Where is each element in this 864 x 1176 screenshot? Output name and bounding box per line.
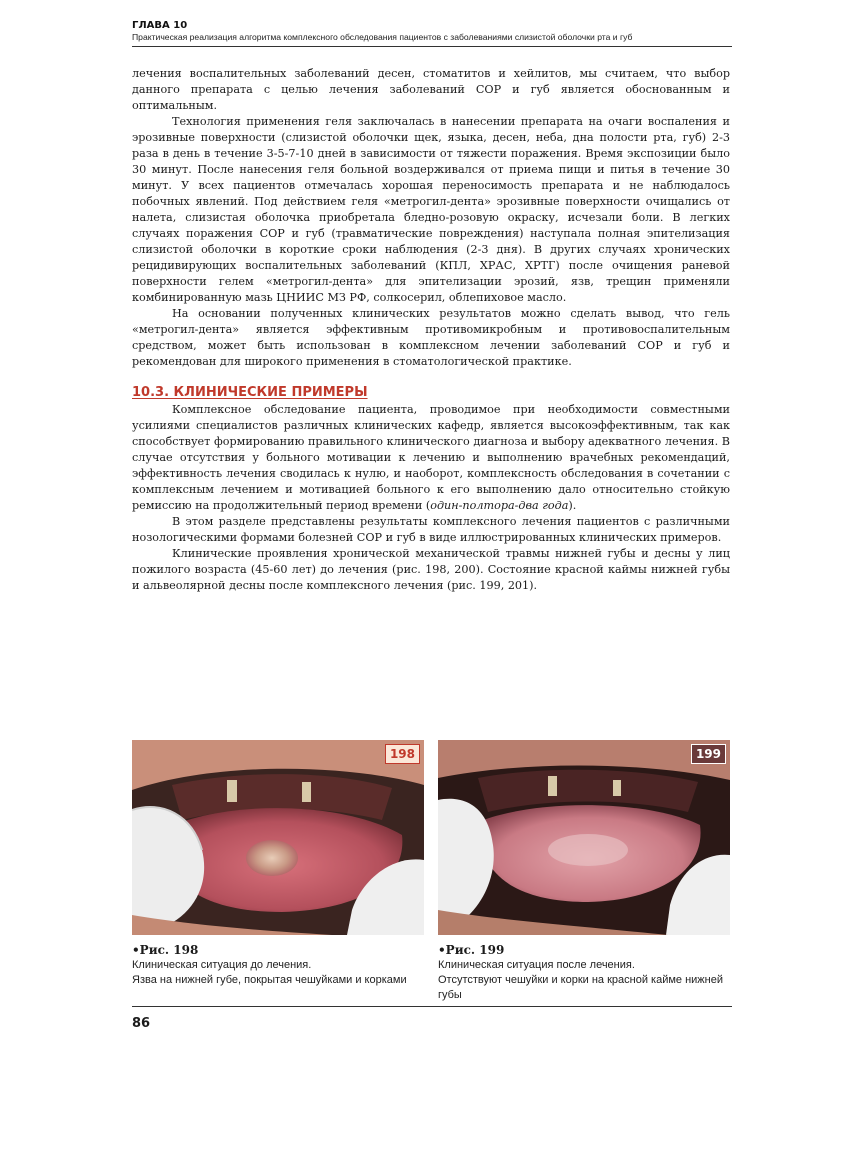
chapter-label: ГЛАВА 10 [132,20,188,31]
running-head [132,20,732,43]
italic-emphasis: один-полтора-два года [430,499,569,512]
clinical-photo-after [438,740,730,935]
paragraph: Технология применения геля заключалась в нанесении препарата на очаги воспаления и эрозивные поверхности (слизистой оболочки щек, языка, десен, неба, дна полости рта, губ) 2-3 раза в день в течение 3-5-7-10 дней в зависимости от тяжести поражения. Время экспозиции было 30 минут. После нанесения геля больной воздерживался от приема пищи и питья в течение 30 минут. У всех пациентов отмечалась хорошая переносимость препарата и не наблюдалось побочных явлений. Под действием геля «метрогил-дента» эрозивные поверхности очищались от налета, слизистая оболочка приобретала бледно-розовую окраску, исчезали боли. В легких случаях поражения СОР и губ (травматические повреждения) наступала полная эпителизация слизистой оболочки в короткие сроки наблюдения (2-3 дня). В других случаях хронических рецидивирующих воспалительных заболеваний (КПЛ, ХРАС, ХРТГ) после очищения раневой поверхности гелем «метрогил-дента» для эпителизации эрозий, язв, трещин применяли комбинированную мазь ЦНИИС МЗ РФ, солкосерил, облепиховое масло. [132,115,730,304]
paragraph: В этом разделе представлены результаты комплексного лечения пациентов с различными нозологическими формами болезней СОР и губ в виде иллюстрированных клинических примеров. [132,515,730,544]
lip-photo-illustration [132,740,424,935]
caption-text: Отсутствуют чешуйки и корки на красной кайме нижней губы [438,974,724,1001]
figure-number-badge: 198 [385,744,420,764]
body-text [132,66,730,594]
caption-title: •Рис. 198 [132,943,199,957]
paragraph: лечения воспалительных заболеваний десен, стоматитов и хейлитов, мы считаем, что выбор данного препарата с целью лечения заболеваний СОР и губ является обоснованным и оптимальным. [132,67,730,112]
paragraph-text: Комплексное обследование пациента, проводимое при необходимости совместными усилиями специалистов различных клинических кафедр, является высокоэффективным, так как способствует формированию правильного клинического диагноза и выбору адекватного лечения. В случае отсутствия у больного мотивации к лечению и выполнению врачебных рекомендаций, эффективность лечения сводилась к нулю, и наоборот, комплексность обследования в сочетании с комплексным лечением и мотивацией больного к его выполнению дало относительно стойкую ремиссию на продолжительный период времени ( [132,403,730,512]
figure-number-badge: 199 [691,744,726,764]
header-divider [132,46,732,47]
footer-divider [132,1006,732,1007]
lip-photo-illustration [438,740,730,935]
caption-text: Клиническая ситуация после лечения. [438,959,635,971]
paragraph: На основании полученных клинических результатов можно сделать вывод, что гель «метрогил-дента» является эффективным противомикробным и противовоспалительным средством, может быть использован в комплексном лечении заболеваний СОР и губ и рекомендован для широкого применения в стоматологической практике. [132,307,730,368]
paragraph: Клинические проявления хронической механической травмы нижней губы и десны у лиц пожилого возраста (45-60 лет) до лечения (рис. 198, 200). Состояние красной каймы нижней губы и альвеолярной десны после комплексного лечения (рис. 199, 201). [132,547,730,592]
figure-caption [132,942,424,988]
caption-text: Клиническая ситуация до лечения. [132,959,312,971]
caption-title: •Рис. 199 [438,943,505,957]
chapter-subtitle: Практическая реализация алгоритма комплексного обследования пациентов с заболеваниями слизистой оболочки рта и губ [132,32,633,42]
caption-text: Язва на нижней губе, покрытая чешуйками и корками [132,974,407,986]
figure-caption [438,942,730,1003]
paragraph [132,402,730,514]
clinical-photo-before [132,740,424,935]
section-heading: 10.3. КЛИНИЧЕСКИЕ ПРИМЕРЫ [132,385,368,400]
page-number: 86 [132,1016,151,1031]
paragraph-text: ). [568,499,577,512]
